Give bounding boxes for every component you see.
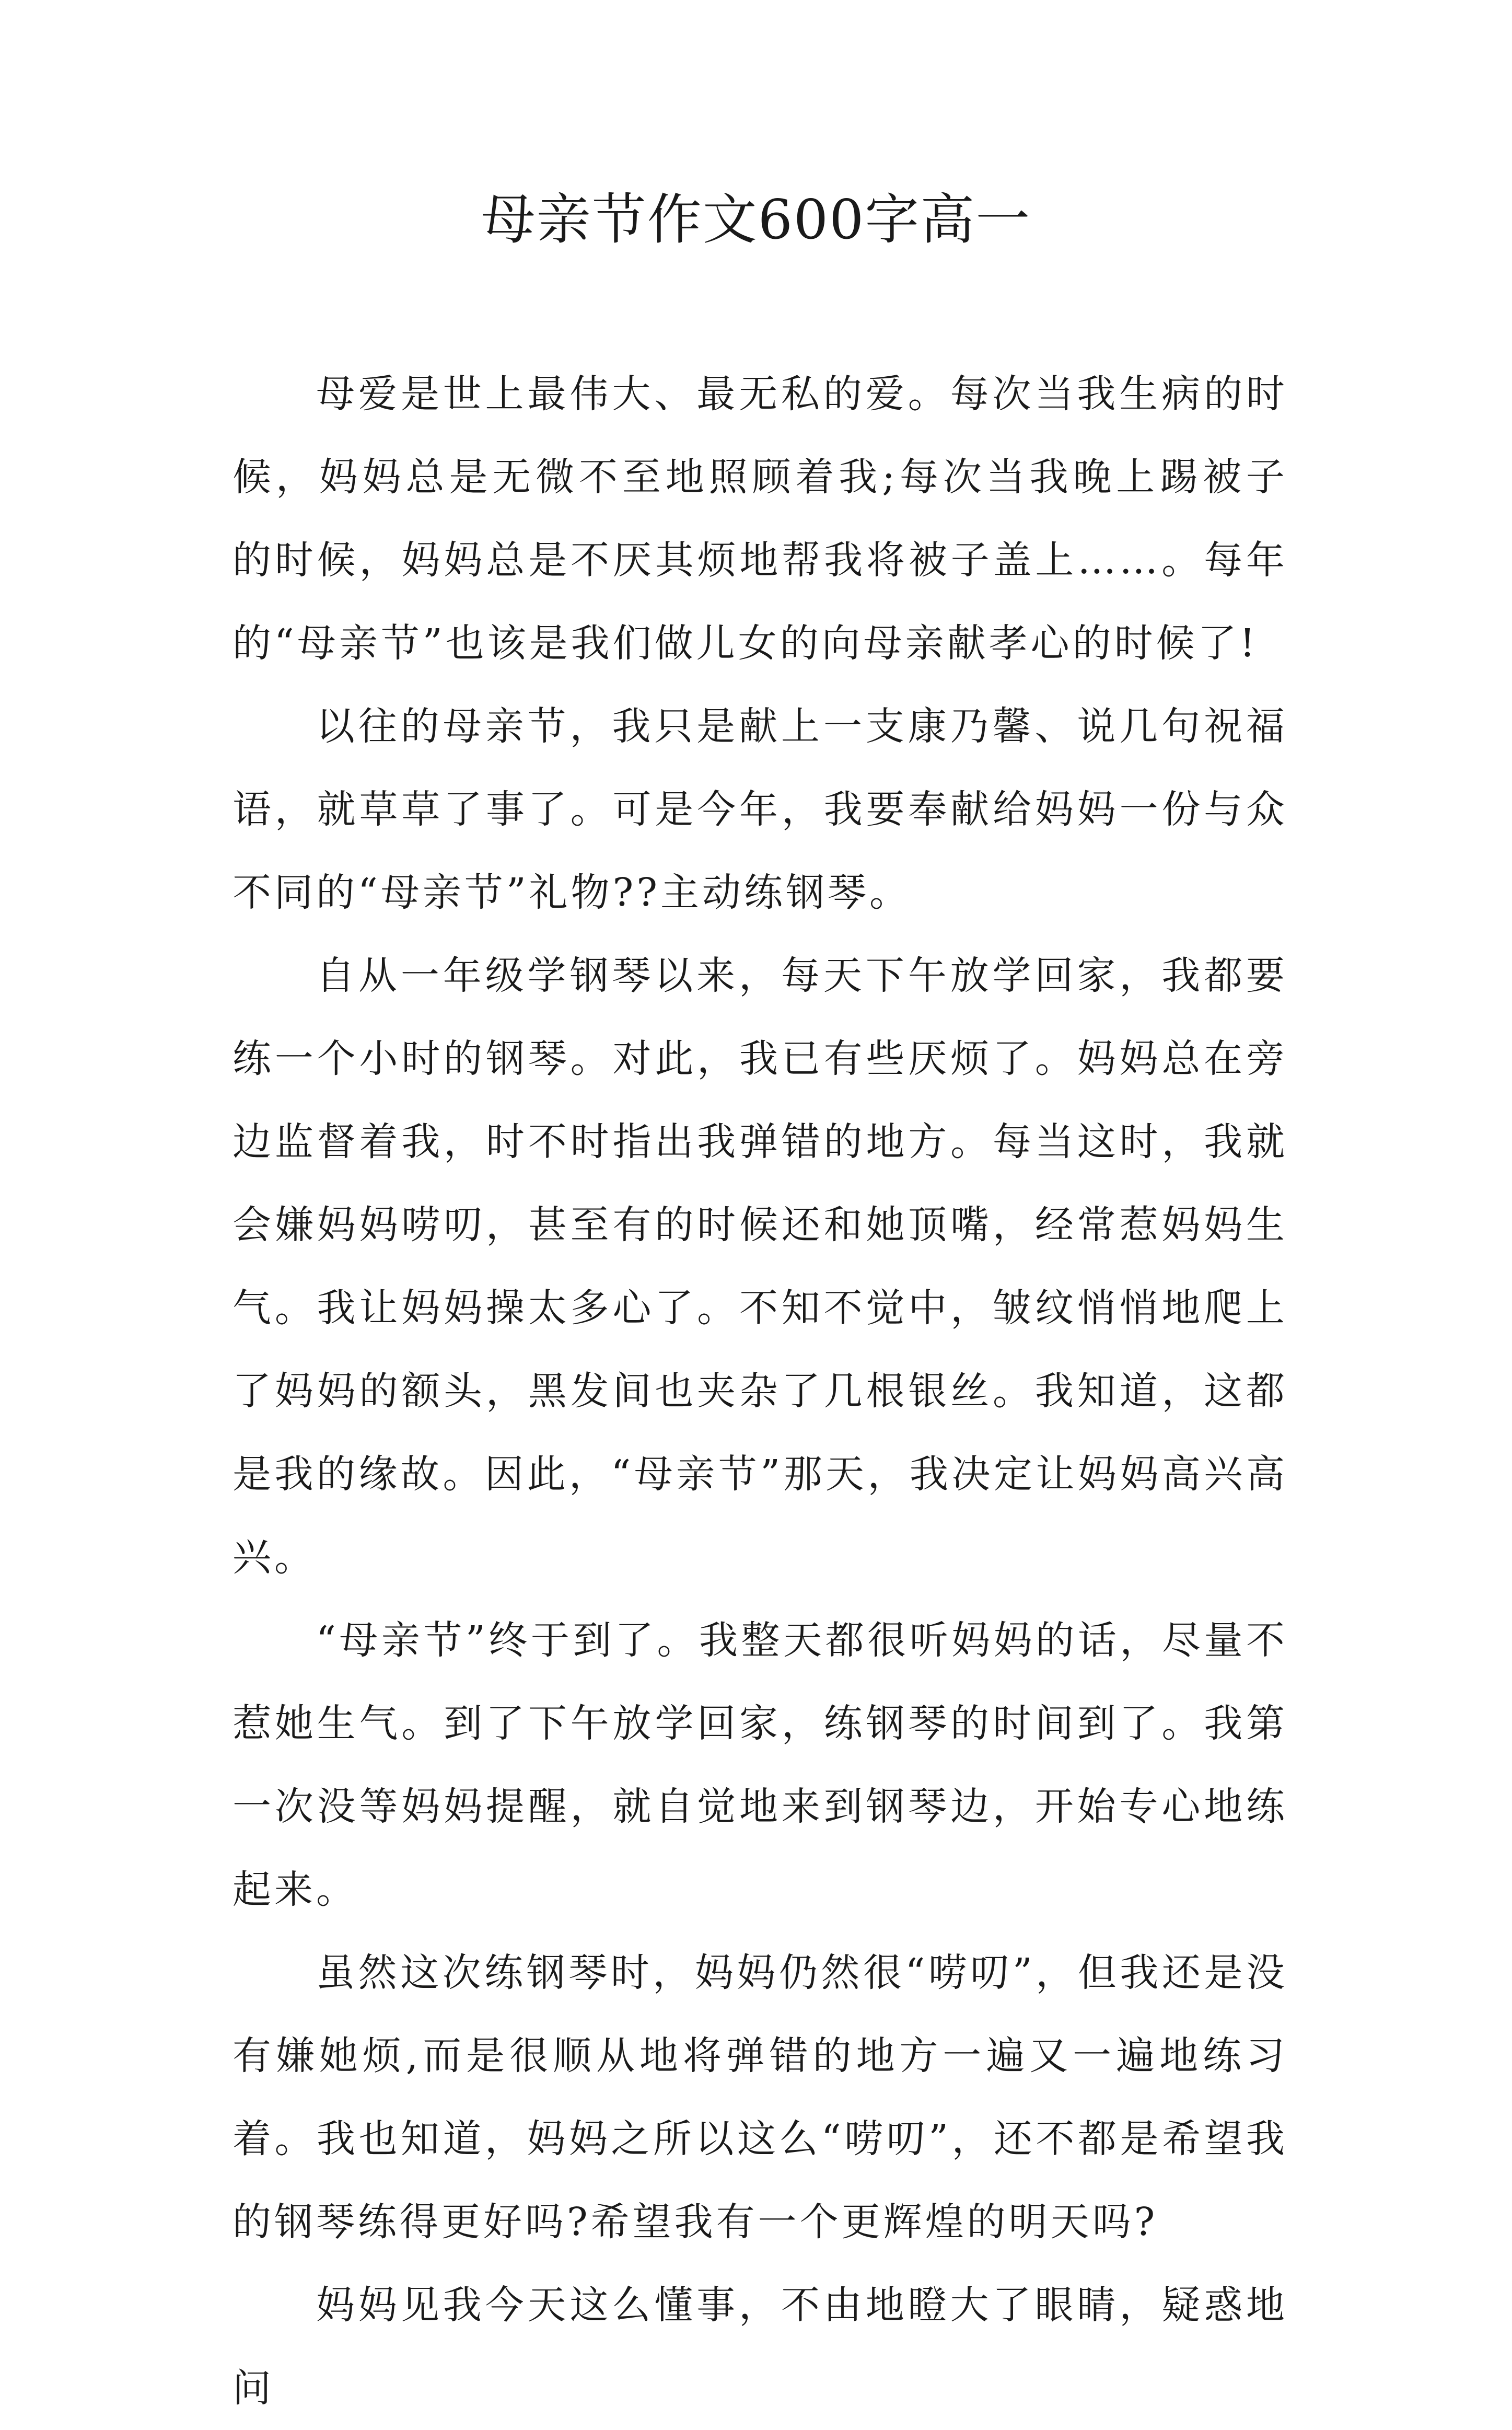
document-body [232,353,1288,2430]
paragraph: “母亲节”终于到了。我整天都很听妈妈的话，尽量不惹她生气。到了下午放学回家，练钢琴的时间到了。我第一次没等妈妈提醒，就自觉地来到钢琴边，开始专心地练起来。 [232,1618,1288,1912]
paragraph: 以往的母亲节，我只是献上一支康乃馨、说几句祝福语，就草草了事了。可是今年，我要奉献给妈妈一份与众不同的“母亲节”礼物??主动练钢琴。 [232,704,1288,915]
paragraph: 母爱是世上最伟大、最无私的爱。每次当我生病的时候，妈妈总是无微不至地照顾着我;每次当我晚上踢被子的时候，妈妈总是不厌其烦地帮我将被子盖上……。每年的“母亲节”也该是我们做儿女的向母亲献孝心的时候了! [232,372,1288,666]
paragraph: 妈妈见我今天这么懂事，不由地瞪大了眼睛，疑惑地问 [232,2283,1288,2411]
paragraph: 自从一年级学钢琴以来，每天下午放学回家，我都要练一个小时的钢琴。对此，我已有些厌烦了。妈妈总在旁边监督着我，时不时指出我弹错的地方。每当这时，我就会嫌妈妈唠叨，甚至有的时候还和她顶嘴，经常惹妈妈生气。我让妈妈操太多心了。不知不觉中，皱纹悄悄地爬上了妈妈的额头，黑发间也夹杂了几根银丝。我知道，这都是我的缘故。因此，“母亲节”那天，我决定让妈妈高兴高兴。 [232,953,1288,1580]
paragraph: 虽然这次练钢琴时，妈妈仍然很“唠叨”，但我还是没有嫌她烦,而是很顺从地将弹错的地方一遍又一遍地练习着。我也知道，妈妈之所以这么“唠叨”，还不都是希望我的钢琴练得更好吗?希望我有一个更辉煌的明天吗? [232,1950,1288,2244]
document-title: 母亲节作文600字高一 [481,188,1031,251]
